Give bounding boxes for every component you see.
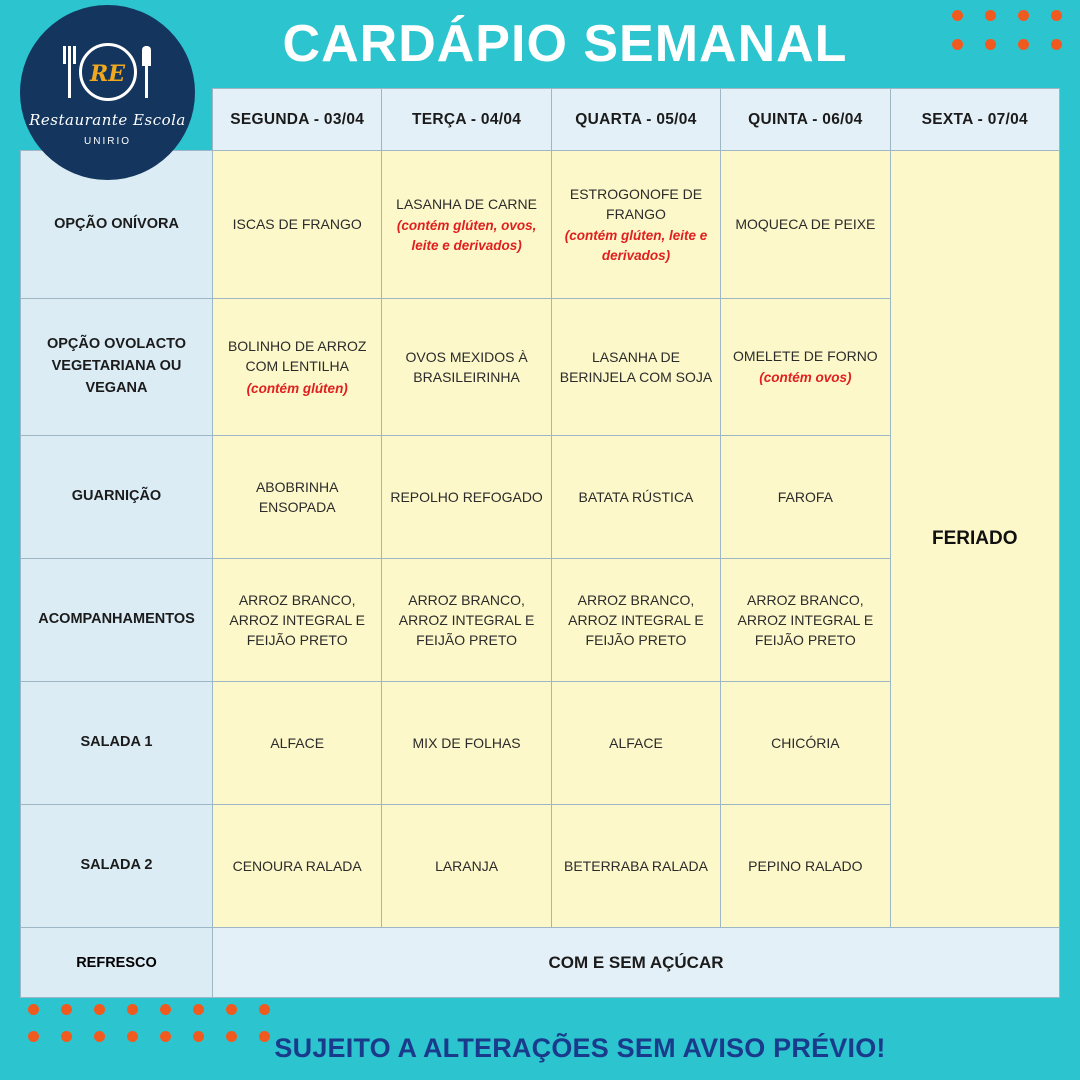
- decorative-dots-top-right: [922, 10, 1062, 68]
- menu-cell: [213, 151, 382, 299]
- dot: [61, 1004, 72, 1015]
- menu-item-text: LASANHA DE CARNE: [396, 195, 537, 212]
- logo-monogram: RE: [89, 60, 126, 87]
- row-label-guarnicao: GUARNIÇÃO: [21, 436, 213, 559]
- weekly-menu-table: [20, 88, 1060, 998]
- menu-cell: [382, 559, 551, 682]
- day-header-monday: SEGUNDA - 03/04: [213, 89, 382, 151]
- dot: [259, 1004, 270, 1015]
- menu-item-text: MIX DE FOLHAS: [412, 734, 521, 751]
- dot: [94, 1004, 105, 1015]
- dot: [127, 1004, 138, 1015]
- menu-cell: [551, 682, 720, 805]
- day-header-friday: SEXTA - 07/04: [890, 89, 1059, 151]
- knife-icon: [145, 46, 148, 98]
- menu-cell: [721, 436, 890, 559]
- holiday-cell: FERIADO: [890, 151, 1059, 928]
- logo-institution: UNIRIO: [84, 135, 131, 147]
- menu-item-text: ALFACE: [270, 734, 325, 751]
- menu-cell: [213, 682, 382, 805]
- dot: [226, 1004, 237, 1015]
- menu-item-text: LARANJA: [435, 857, 499, 874]
- allergen-note: (contém glúten): [246, 380, 348, 396]
- allergen-note: (contém glúten, leite e derivados): [564, 228, 708, 263]
- menu-item-text: BETERRABA RALADA: [564, 857, 708, 874]
- menu-item-text: ESTROGONOFE DE FRANGO: [569, 185, 703, 222]
- menu-cell: [721, 559, 890, 682]
- dot: [160, 1004, 171, 1015]
- dot: [193, 1004, 204, 1015]
- menu-cell: [551, 436, 720, 559]
- menu-item-text: ABOBRINHA ENSOPADA: [255, 478, 339, 515]
- menu-cell: [213, 299, 382, 436]
- menu-cell: [721, 805, 890, 928]
- logo-name: Restaurante Escola: [29, 110, 186, 129]
- menu-item-text: FAROFA: [777, 488, 833, 505]
- menu-item-text: LASANHA DE BERINJELA COM SOJA: [559, 348, 713, 385]
- menu-item-text: REPOLHO REFOGADO: [390, 488, 543, 505]
- row-label-salada-1: SALADA 1: [21, 682, 213, 805]
- footer-disclaimer: SUJEITO A ALTERAÇÕES SEM AVISO PRÉVIO!: [274, 1033, 886, 1063]
- row-label-salada-2: SALADA 2: [21, 805, 213, 928]
- menu-item-text: MOQUECA DE PEIXE: [735, 216, 876, 233]
- dot: [952, 10, 963, 21]
- day-header-thursday: QUINTA - 06/04: [721, 89, 890, 151]
- menu-item-text: CENOURA RALADA: [232, 857, 362, 874]
- menu-item-text: ISCAS DE FRANGO: [232, 216, 362, 233]
- dot: [1018, 10, 1029, 21]
- drink-value-cell: COM E SEM AÇÚCAR: [213, 928, 1060, 998]
- menu-cell: [382, 436, 551, 559]
- menu-item-text: ARROZ BRANCO, ARROZ INTEGRAL E FEIJÃO PRETO: [737, 591, 874, 649]
- menu-item-text: ARROZ BRANCO, ARROZ INTEGRAL E FEIJÃO PRETO: [229, 591, 365, 649]
- table-row: [21, 151, 1060, 299]
- menu-cell: [551, 805, 720, 928]
- dot: [985, 39, 996, 50]
- menu-cell: [382, 151, 551, 299]
- dot: [1051, 39, 1062, 50]
- row-label-refresco: REFRESCO: [21, 928, 213, 998]
- menu-cell: [382, 805, 551, 928]
- restaurant-logo: [20, 5, 195, 180]
- row-label-vegetariana: OPÇÃO OVOLACTO VEGETARIANA OU VEGANA: [21, 299, 213, 436]
- menu-cell: [721, 151, 890, 299]
- dot: [1051, 10, 1062, 21]
- menu-cell: [213, 436, 382, 559]
- menu-item-text: OVOS MEXIDOS À BRASILEIRINHA: [405, 348, 528, 385]
- menu-item-text: CHICÓRIA: [771, 734, 840, 751]
- menu-cell: [551, 299, 720, 436]
- row-label-onivora: OPÇÃO ONÍVORA: [21, 151, 213, 299]
- menu-item-text: ARROZ BRANCO, ARROZ INTEGRAL E FEIJÃO PRETO: [398, 591, 535, 649]
- menu-cell: [551, 151, 720, 299]
- row-label-acompanhamentos: ACOMPANHAMENTOS: [21, 559, 213, 682]
- day-header-tuesday: TERÇA - 04/04: [382, 89, 551, 151]
- menu-cell: [551, 559, 720, 682]
- day-header-wednesday: QUARTA - 05/04: [551, 89, 720, 151]
- menu-item-text: ALFACE: [609, 734, 663, 751]
- menu-item-text: BOLINHO DE ARROZ COM LENTILHA: [227, 337, 367, 375]
- allergen-note: (contém ovos): [759, 370, 852, 386]
- dot: [28, 1004, 39, 1015]
- menu-cell: [382, 682, 551, 805]
- dot: [952, 39, 963, 50]
- menu-cell: [213, 805, 382, 928]
- table-row-drink: [21, 928, 1060, 998]
- menu-cell: [213, 559, 382, 682]
- menu-cell: [721, 682, 890, 805]
- dot: [985, 10, 996, 21]
- menu-item-text: PEPINO RALADO: [748, 857, 863, 874]
- fork-icon: [68, 46, 71, 98]
- dot: [1018, 39, 1029, 50]
- allergen-note: (contém glúten, ovos, leite e derivados): [396, 218, 537, 253]
- menu-item-text: OMELETE DE FORNO: [733, 348, 878, 365]
- logo-mark: [62, 43, 154, 105]
- menu-cell: [721, 299, 890, 436]
- menu-item-text: BATATA RÚSTICA: [578, 488, 694, 505]
- page-title: CARDÁPIO SEMANAL: [282, 15, 848, 73]
- menu-cell: [382, 299, 551, 436]
- menu-item-text: ARROZ BRANCO, ARROZ INTEGRAL E FEIJÃO PRETO: [568, 591, 704, 649]
